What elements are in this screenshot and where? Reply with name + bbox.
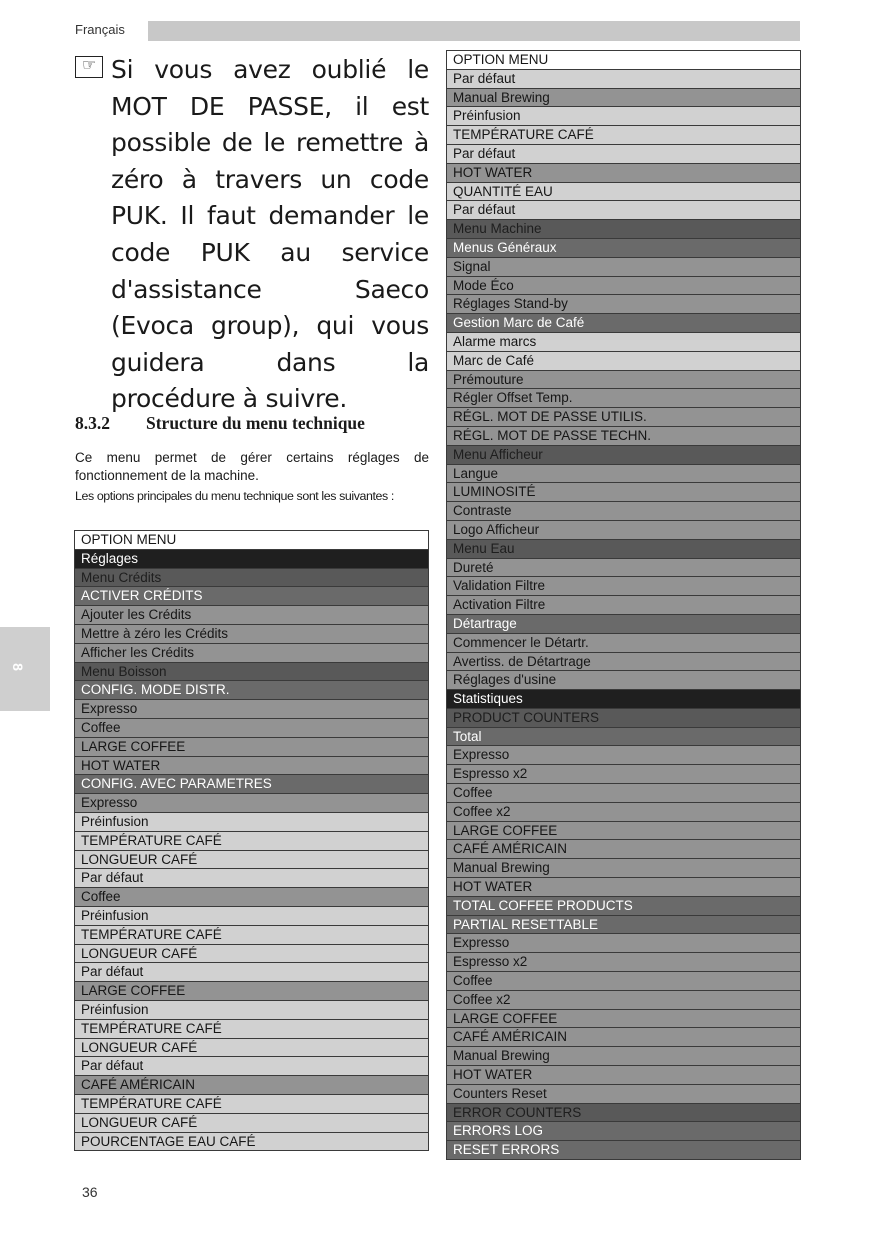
section-number: 8.3.2: [75, 413, 110, 433]
table-row: Préinfusion: [75, 813, 428, 832]
table-row: Manual Brewing: [447, 859, 800, 878]
table-header: OPTION MENU: [447, 51, 800, 70]
table-row: LARGE COFFEE: [75, 738, 428, 757]
table-row: Dureté: [447, 559, 800, 578]
table-row: Par défaut: [75, 963, 428, 982]
table-header: OPTION MENU: [75, 531, 428, 550]
table-row: ERRORS LOG: [447, 1122, 800, 1141]
table-row: CAFÉ AMÉRICAIN: [447, 840, 800, 859]
note-text: Si vous avez oublié le MOT DE PASSE, il est possible de le remettre à zéro à travers un code PUK. Il faut demander le code PUK au service d'assistance Saeco (Evoca group), qui vous guidera dans la procédure à suivre.: [111, 55, 429, 414]
table-row: Ajouter les Crédits: [75, 606, 428, 625]
table-row: Menu Machine: [447, 220, 800, 239]
header-bar: [148, 21, 800, 41]
table-row: Langue: [447, 465, 800, 484]
table-row: HOT WATER: [75, 757, 428, 776]
chapter-number: 8: [9, 663, 26, 671]
table-row: Expresso: [447, 746, 800, 765]
table-row: RESET ERRORS: [447, 1141, 800, 1160]
table-row: Coffee: [447, 784, 800, 803]
table-row: LONGUEUR CAFÉ: [75, 945, 428, 964]
table-row: HOT WATER: [447, 878, 800, 897]
table-row: Expresso: [75, 794, 428, 813]
table-row: TEMPÉRATURE CAFÉ: [75, 832, 428, 851]
table-row: LARGE COFFEE: [75, 982, 428, 1001]
table-row: Coffee x2: [447, 803, 800, 822]
table-row: Commencer le Détartr.: [447, 634, 800, 653]
table-row: Détartrage: [447, 615, 800, 634]
table-row: Espresso x2: [447, 765, 800, 784]
table-row: CONFIG. AVEC PARAMETRES: [75, 775, 428, 794]
table-row: Total: [447, 728, 800, 747]
table-row: Afficher les Crédits: [75, 644, 428, 663]
table-row: LONGUEUR CAFÉ: [75, 1114, 428, 1133]
table-row: Par défaut: [75, 1057, 428, 1076]
table-row: TEMPÉRATURE CAFÉ: [75, 926, 428, 945]
table-row: TEMPÉRATURE CAFÉ: [447, 126, 800, 145]
table-row: Par défaut: [75, 869, 428, 888]
table-row: HOT WATER: [447, 164, 800, 183]
table-row: CAFÉ AMÉRICAIN: [447, 1028, 800, 1047]
chapter-tab: [0, 627, 50, 711]
table-row: QUANTITÉ EAU: [447, 183, 800, 202]
table-row: Menu Afficheur: [447, 446, 800, 465]
menu-table-right: [446, 50, 801, 1160]
table-row: TEMPÉRATURE CAFÉ: [75, 1020, 428, 1039]
table-row: CONFIG. MODE DISTR.: [75, 681, 428, 700]
table-row: POURCENTAGE EAU CAFÉ: [75, 1133, 428, 1152]
table-row: Menus Généraux: [447, 239, 800, 258]
table-row: Préinfusion: [75, 1001, 428, 1020]
table-row: Coffee: [447, 972, 800, 991]
table-row: Préinfusion: [447, 107, 800, 126]
table-row: Par défaut: [447, 145, 800, 164]
table-row: Manual Brewing: [447, 89, 800, 108]
menu-table-left: [74, 530, 429, 1151]
table-row: Par défaut: [447, 201, 800, 220]
table-row: ERROR COUNTERS: [447, 1104, 800, 1123]
table-row: Réglages: [75, 550, 428, 569]
page-number: 36: [82, 1184, 98, 1200]
table-row: LARGE COFFEE: [447, 822, 800, 841]
table-row: Menu Boisson: [75, 663, 428, 682]
section-heading: [75, 413, 429, 434]
table-row: Coffee x2: [447, 991, 800, 1010]
table-row: HOT WATER: [447, 1066, 800, 1085]
table-row: PARTIAL RESETTABLE: [447, 916, 800, 935]
table-row: TEMPÉRATURE CAFÉ: [75, 1095, 428, 1114]
table-row: Signal: [447, 258, 800, 277]
pointing-hand-icon: ☞: [75, 56, 103, 78]
table-row: RÉGL. MOT DE PASSE TECHN.: [447, 427, 800, 446]
table-row: Expresso: [75, 700, 428, 719]
section-title: Structure du menu technique: [146, 413, 365, 433]
table-row: Prémouture: [447, 371, 800, 390]
table-row: LARGE COFFEE: [447, 1010, 800, 1029]
table-row: PRODUCT COUNTERS: [447, 709, 800, 728]
table-row: LUMINOSITÉ: [447, 483, 800, 502]
table-row: Mettre à zéro les Crédits: [75, 625, 428, 644]
table-row: Régler Offset Temp.: [447, 389, 800, 408]
intro-paragraph-2: Les options principales du menu technique sont les suivantes :: [75, 489, 394, 503]
language-label: Français: [75, 22, 125, 37]
table-row: LONGUEUR CAFÉ: [75, 851, 428, 870]
table-row: CAFÉ AMÉRICAIN: [75, 1076, 428, 1095]
table-row: Manual Brewing: [447, 1047, 800, 1066]
table-row: RÉGL. MOT DE PASSE UTILIS.: [447, 408, 800, 427]
table-row: Alarme marcs: [447, 333, 800, 352]
table-row: Par défaut: [447, 70, 800, 89]
table-row: Coffee: [75, 888, 428, 907]
table-row: Validation Filtre: [447, 577, 800, 596]
table-row: Marc de Café: [447, 352, 800, 371]
table-row: Coffee: [75, 719, 428, 738]
table-row: Statistiques: [447, 690, 800, 709]
table-row: ACTIVER CRÉDITS: [75, 587, 428, 606]
table-row: Préinfusion: [75, 907, 428, 926]
table-row: Logo Afficheur: [447, 521, 800, 540]
table-row: Menu Eau: [447, 540, 800, 559]
table-row: Réglages Stand-by: [447, 295, 800, 314]
table-row: LONGUEUR CAFÉ: [75, 1039, 428, 1058]
intro-paragraph: Ce menu permet de gérer certains réglages de fonctionnement de la machine.: [75, 450, 429, 483]
table-row: Menu Crédits: [75, 569, 428, 588]
table-row: TOTAL COFFEE PRODUCTS: [447, 897, 800, 916]
table-row: Expresso: [447, 934, 800, 953]
table-row: Réglages d'usine: [447, 671, 800, 690]
table-row: Counters Reset: [447, 1085, 800, 1104]
table-row: Mode Éco: [447, 277, 800, 296]
table-row: Avertiss. de Détartrage: [447, 653, 800, 672]
table-row: Contraste: [447, 502, 800, 521]
table-row: Espresso x2: [447, 953, 800, 972]
table-row: Gestion Marc de Café: [447, 314, 800, 333]
table-row: Activation Filtre: [447, 596, 800, 615]
